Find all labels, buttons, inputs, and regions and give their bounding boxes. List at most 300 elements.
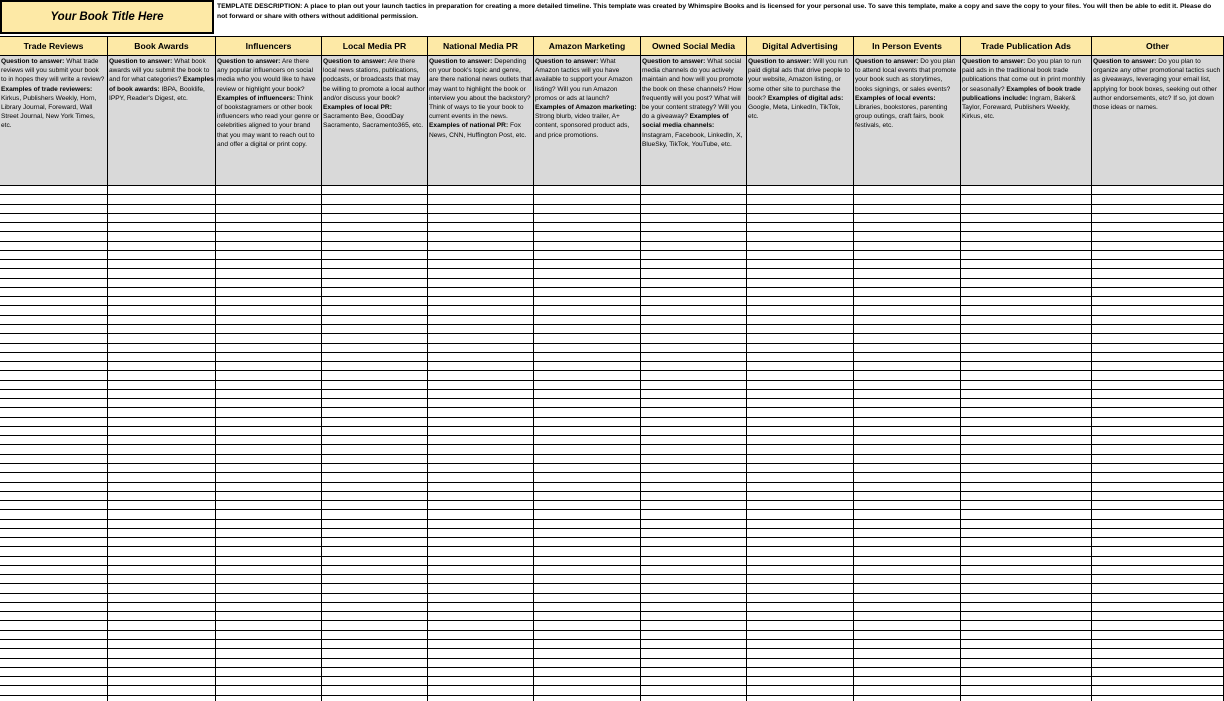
empty-cell[interactable] [428,677,534,686]
empty-cell[interactable] [641,621,747,630]
empty-cell[interactable] [961,612,1092,621]
empty-cell[interactable] [854,269,961,278]
empty-cell[interactable] [1092,371,1224,380]
empty-cell[interactable] [1092,455,1224,464]
empty-cell[interactable] [747,668,854,677]
empty-cell[interactable] [428,427,534,436]
empty-cell[interactable] [322,362,428,371]
empty-cell[interactable] [854,455,961,464]
empty-cell[interactable] [1092,269,1224,278]
empty-cell[interactable] [534,205,641,214]
empty-cell[interactable] [1092,649,1224,658]
empty-cell[interactable] [747,186,854,195]
empty-cell[interactable] [747,538,854,547]
empty-cell[interactable] [216,566,322,575]
empty-cell[interactable] [216,649,322,658]
empty-cell[interactable] [108,445,216,454]
empty-cell[interactable] [1092,529,1224,538]
empty-cell[interactable] [322,464,428,473]
empty-cell[interactable] [108,334,216,343]
empty-cell[interactable] [641,288,747,297]
empty-cell[interactable] [1092,594,1224,603]
empty-cell[interactable] [216,427,322,436]
empty-cell[interactable] [0,288,108,297]
empty-cell[interactable] [534,288,641,297]
empty-cell[interactable] [428,501,534,510]
empty-cell[interactable] [428,205,534,214]
empty-cell[interactable] [961,260,1092,269]
empty-cell[interactable] [747,408,854,417]
column-header-trade-reviews[interactable]: Trade Reviews [0,37,108,56]
empty-cell[interactable] [216,436,322,445]
empty-cell[interactable] [854,390,961,399]
empty-cell[interactable] [747,640,854,649]
empty-cell[interactable] [534,464,641,473]
empty-cell[interactable] [534,538,641,547]
empty-cell[interactable] [961,538,1092,547]
empty-cell[interactable] [961,232,1092,241]
empty-cell[interactable] [322,621,428,630]
empty-cell[interactable] [0,501,108,510]
empty-cell[interactable] [108,427,216,436]
empty-cell[interactable] [322,371,428,380]
empty-cell[interactable] [216,520,322,529]
empty-cell[interactable] [0,306,108,315]
empty-cell[interactable] [747,677,854,686]
empty-cell[interactable] [428,603,534,612]
empty-cell[interactable] [641,214,747,223]
empty-cell[interactable] [1092,603,1224,612]
empty-cell[interactable] [1092,390,1224,399]
empty-cell[interactable] [0,594,108,603]
empty-cell[interactable] [0,205,108,214]
empty-cell[interactable] [641,344,747,353]
empty-cell[interactable] [534,279,641,288]
empty-cell[interactable] [747,381,854,390]
empty-cell[interactable] [961,621,1092,630]
empty-cell[interactable] [534,408,641,417]
empty-cell[interactable] [961,205,1092,214]
empty-cell[interactable] [747,492,854,501]
empty-cell[interactable] [961,297,1092,306]
empty-cell[interactable] [1092,297,1224,306]
empty-cell[interactable] [428,510,534,519]
empty-cell[interactable] [0,473,108,482]
empty-cell[interactable] [428,279,534,288]
empty-cell[interactable] [428,418,534,427]
empty-cell[interactable] [534,649,641,658]
empty-cell[interactable] [747,353,854,362]
empty-cell[interactable] [108,696,216,701]
empty-cell[interactable] [216,279,322,288]
empty-cell[interactable] [747,631,854,640]
empty-cell[interactable] [322,242,428,251]
empty-cell[interactable] [641,686,747,695]
empty-cell[interactable] [108,529,216,538]
empty-cell[interactable] [641,186,747,195]
empty-cell[interactable] [747,649,854,658]
empty-cell[interactable] [428,520,534,529]
empty-cell[interactable] [854,584,961,593]
empty-cell[interactable] [641,520,747,529]
empty-cell[interactable] [641,483,747,492]
empty-cell[interactable] [641,232,747,241]
empty-cell[interactable] [216,594,322,603]
empty-cell[interactable] [641,306,747,315]
empty-cell[interactable] [747,575,854,584]
empty-cell[interactable] [854,186,961,195]
empty-cell[interactable] [641,464,747,473]
empty-cell[interactable] [641,316,747,325]
empty-cell[interactable] [854,436,961,445]
empty-cell[interactable] [322,279,428,288]
empty-cell[interactable] [854,316,961,325]
empty-cell[interactable] [961,371,1092,380]
empty-cell[interactable] [428,649,534,658]
empty-cell[interactable] [854,464,961,473]
empty-cell[interactable] [216,390,322,399]
empty-cell[interactable] [108,584,216,593]
empty-cell[interactable] [322,325,428,334]
empty-cell[interactable] [534,455,641,464]
empty-cell[interactable] [0,242,108,251]
empty-cell[interactable] [854,686,961,695]
empty-cell[interactable] [534,195,641,204]
empty-cell[interactable] [641,529,747,538]
empty-cell[interactable] [747,483,854,492]
empty-cell[interactable] [534,371,641,380]
empty-cell[interactable] [216,251,322,260]
empty-cell[interactable] [0,269,108,278]
empty-cell[interactable] [0,566,108,575]
empty-cell[interactable] [961,473,1092,482]
empty-cell[interactable] [961,547,1092,556]
empty-cell[interactable] [961,584,1092,593]
empty-cell[interactable] [0,557,108,566]
empty-cell[interactable] [961,353,1092,362]
empty-cell[interactable] [854,242,961,251]
empty-cell[interactable] [1092,566,1224,575]
empty-cell[interactable] [854,501,961,510]
empty-cell[interactable] [428,214,534,223]
empty-cell[interactable] [322,473,428,482]
empty-cell[interactable] [1092,483,1224,492]
empty-cell[interactable] [641,436,747,445]
empty-cell[interactable] [961,288,1092,297]
empty-cell[interactable] [322,408,428,417]
empty-cell[interactable] [0,445,108,454]
empty-cell[interactable] [1092,362,1224,371]
empty-cell[interactable] [108,353,216,362]
empty-cell[interactable] [1092,408,1224,417]
empty-cell[interactable] [534,584,641,593]
empty-cell[interactable] [0,464,108,473]
empty-cell[interactable] [534,686,641,695]
empty-cell[interactable] [534,232,641,241]
empty-cell[interactable] [641,334,747,343]
empty-cell[interactable] [747,297,854,306]
column-header-book-awards[interactable]: Book Awards [108,37,216,56]
empty-cell[interactable] [428,436,534,445]
empty-cell[interactable] [428,575,534,584]
empty-cell[interactable] [0,408,108,417]
empty-cell[interactable] [428,686,534,695]
empty-cell[interactable] [322,557,428,566]
empty-cell[interactable] [108,557,216,566]
question-cell-local-media-pr[interactable] [322,56,428,186]
empty-cell[interactable] [854,603,961,612]
empty-cell[interactable] [108,214,216,223]
empty-cell[interactable] [0,260,108,269]
empty-cell[interactable] [322,612,428,621]
empty-cell[interactable] [961,677,1092,686]
empty-cell[interactable] [854,334,961,343]
column-header-influencers[interactable]: Influencers [216,37,322,56]
empty-cell[interactable] [641,501,747,510]
empty-cell[interactable] [322,214,428,223]
empty-cell[interactable] [961,594,1092,603]
empty-cell[interactable] [854,288,961,297]
empty-cell[interactable] [322,649,428,658]
empty-cell[interactable] [641,612,747,621]
empty-cell[interactable] [854,223,961,232]
empty-cell[interactable] [428,455,534,464]
empty-cell[interactable] [216,334,322,343]
empty-cell[interactable] [747,594,854,603]
empty-cell[interactable] [428,316,534,325]
empty-cell[interactable] [0,520,108,529]
empty-cell[interactable] [108,418,216,427]
empty-cell[interactable] [534,566,641,575]
empty-cell[interactable] [108,612,216,621]
column-header-trade-publication-ads[interactable]: Trade Publication Ads [961,37,1092,56]
empty-cell[interactable] [428,334,534,343]
empty-cell[interactable] [1092,279,1224,288]
empty-cell[interactable] [0,640,108,649]
empty-cell[interactable] [534,353,641,362]
empty-cell[interactable] [0,223,108,232]
empty-cell[interactable] [854,612,961,621]
empty-cell[interactable] [534,621,641,630]
empty-cell[interactable] [854,279,961,288]
empty-cell[interactable] [747,455,854,464]
empty-cell[interactable] [216,353,322,362]
empty-cell[interactable] [108,547,216,556]
empty-cell[interactable] [216,631,322,640]
empty-cell[interactable] [641,510,747,519]
empty-cell[interactable] [216,483,322,492]
empty-cell[interactable] [428,631,534,640]
empty-cell[interactable] [641,696,747,701]
empty-cell[interactable] [216,260,322,269]
empty-cell[interactable] [854,668,961,677]
empty-cell[interactable] [534,344,641,353]
empty-cell[interactable] [961,445,1092,454]
empty-cell[interactable] [1092,631,1224,640]
empty-cell[interactable] [641,455,747,464]
empty-cell[interactable] [1092,668,1224,677]
empty-cell[interactable] [322,566,428,575]
empty-cell[interactable] [641,575,747,584]
empty-cell[interactable] [747,659,854,668]
empty-cell[interactable] [641,547,747,556]
empty-cell[interactable] [0,529,108,538]
empty-cell[interactable] [322,306,428,315]
empty-cell[interactable] [108,251,216,260]
empty-cell[interactable] [216,575,322,584]
empty-cell[interactable] [108,186,216,195]
empty-cell[interactable] [1092,510,1224,519]
empty-cell[interactable] [322,547,428,556]
column-header-local-media-pr[interactable]: Local Media PR [322,37,428,56]
empty-cell[interactable] [428,612,534,621]
empty-cell[interactable] [108,603,216,612]
empty-cell[interactable] [0,510,108,519]
column-header-digital-advertising[interactable]: Digital Advertising [747,37,854,56]
empty-cell[interactable] [108,464,216,473]
empty-cell[interactable] [216,232,322,241]
empty-cell[interactable] [216,668,322,677]
empty-cell[interactable] [534,427,641,436]
empty-cell[interactable] [854,381,961,390]
empty-cell[interactable] [428,399,534,408]
empty-cell[interactable] [534,473,641,482]
empty-cell[interactable] [0,195,108,204]
empty-cell[interactable] [1092,186,1224,195]
empty-cell[interactable] [428,353,534,362]
empty-cell[interactable] [216,640,322,649]
empty-cell[interactable] [322,575,428,584]
empty-cell[interactable] [0,612,108,621]
empty-cell[interactable] [854,621,961,630]
empty-cell[interactable] [216,538,322,547]
empty-cell[interactable] [428,584,534,593]
empty-cell[interactable] [428,640,534,649]
empty-cell[interactable] [428,325,534,334]
empty-cell[interactable] [534,501,641,510]
empty-cell[interactable] [428,288,534,297]
empty-cell[interactable] [322,260,428,269]
empty-cell[interactable] [322,520,428,529]
empty-cell[interactable] [216,297,322,306]
empty-cell[interactable] [1092,696,1224,701]
column-header-amazon-marketing[interactable]: Amazon Marketing [534,37,641,56]
empty-cell[interactable] [534,696,641,701]
template-description[interactable]: TEMPLATE DESCRIPTION: A place to plan out your launch tactics in preparation for creating a more detailed timeline. This template was created by Whimspire Books and is licensed for your personal use. To save this template, make a copy and save the copy to your files. You will then be able to edit it. Please do not forward or share with others without additional permission. [217,3,1212,20]
empty-cell[interactable] [961,399,1092,408]
empty-cell[interactable] [108,510,216,519]
empty-cell[interactable] [747,547,854,556]
empty-cell[interactable] [534,334,641,343]
empty-cell[interactable] [1092,677,1224,686]
empty-cell[interactable] [747,529,854,538]
empty-cell[interactable] [0,538,108,547]
empty-cell[interactable] [747,214,854,223]
empty-cell[interactable] [961,186,1092,195]
empty-cell[interactable] [854,473,961,482]
empty-cell[interactable] [641,362,747,371]
empty-cell[interactable] [108,399,216,408]
empty-cell[interactable] [534,594,641,603]
empty-cell[interactable] [322,427,428,436]
empty-cell[interactable] [0,603,108,612]
empty-cell[interactable] [108,316,216,325]
empty-cell[interactable] [854,520,961,529]
empty-cell[interactable] [1092,557,1224,566]
empty-cell[interactable] [1092,621,1224,630]
empty-cell[interactable] [322,269,428,278]
empty-cell[interactable] [428,547,534,556]
empty-cell[interactable] [0,399,108,408]
empty-cell[interactable] [322,288,428,297]
empty-cell[interactable] [961,214,1092,223]
empty-cell[interactable] [961,603,1092,612]
empty-cell[interactable] [641,677,747,686]
empty-cell[interactable] [0,353,108,362]
empty-cell[interactable] [534,575,641,584]
empty-cell[interactable] [747,399,854,408]
empty-cell[interactable] [0,279,108,288]
empty-cell[interactable] [322,603,428,612]
empty-cell[interactable] [322,696,428,701]
empty-cell[interactable] [1092,381,1224,390]
empty-cell[interactable] [961,362,1092,371]
empty-cell[interactable] [0,575,108,584]
empty-cell[interactable] [641,408,747,417]
empty-cell[interactable] [428,223,534,232]
empty-cell[interactable] [216,445,322,454]
empty-cell[interactable] [961,492,1092,501]
empty-cell[interactable] [1092,214,1224,223]
empty-cell[interactable] [216,288,322,297]
empty-cell[interactable] [854,427,961,436]
empty-cell[interactable] [534,186,641,195]
empty-cell[interactable] [216,464,322,473]
empty-cell[interactable] [322,232,428,241]
empty-cell[interactable] [747,334,854,343]
empty-cell[interactable] [747,427,854,436]
empty-cell[interactable] [747,279,854,288]
empty-cell[interactable] [108,269,216,278]
empty-cell[interactable] [854,547,961,556]
empty-cell[interactable] [854,306,961,315]
empty-cell[interactable] [216,529,322,538]
empty-cell[interactable] [322,195,428,204]
empty-cell[interactable] [428,696,534,701]
empty-cell[interactable] [961,529,1092,538]
empty-cell[interactable] [108,242,216,251]
empty-cell[interactable] [534,631,641,640]
empty-cell[interactable] [322,353,428,362]
empty-cell[interactable] [961,381,1092,390]
empty-cell[interactable] [641,668,747,677]
empty-cell[interactable] [961,631,1092,640]
empty-cell[interactable] [534,260,641,269]
empty-cell[interactable] [641,427,747,436]
question-cell-book-awards[interactable] [108,56,216,186]
empty-cell[interactable] [534,297,641,306]
empty-cell[interactable] [961,408,1092,417]
empty-cell[interactable] [216,418,322,427]
empty-cell[interactable] [534,316,641,325]
empty-cell[interactable] [534,510,641,519]
empty-cell[interactable] [961,269,1092,278]
empty-cell[interactable] [216,214,322,223]
empty-cell[interactable] [534,381,641,390]
empty-cell[interactable] [534,362,641,371]
empty-cell[interactable] [961,436,1092,445]
empty-cell[interactable] [322,584,428,593]
